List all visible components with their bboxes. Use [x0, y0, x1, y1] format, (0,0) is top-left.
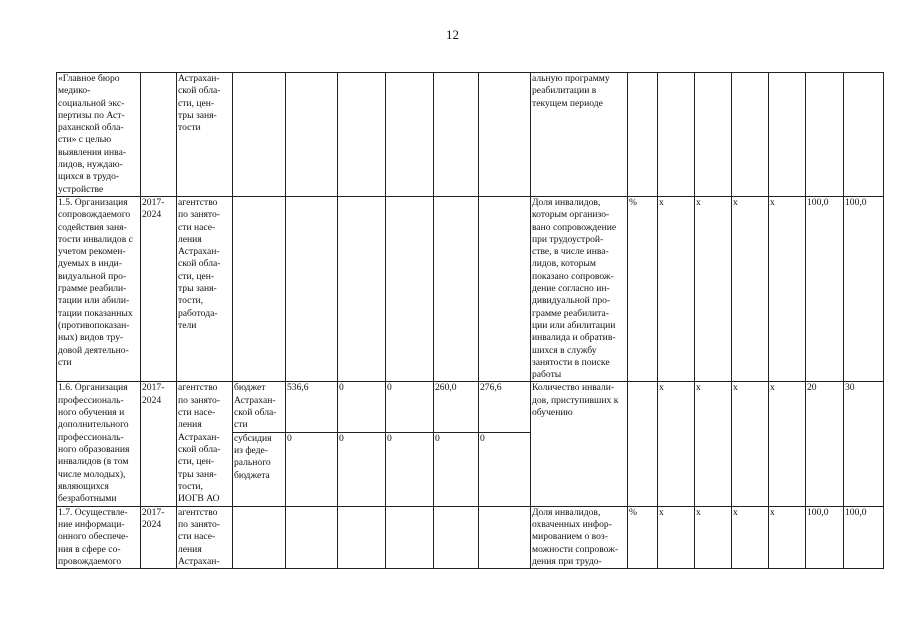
value-cell: 0 — [479, 432, 531, 506]
indicator-cell: альную программу реабилитации в текущем периоде — [531, 73, 628, 197]
program-table — [56, 72, 884, 569]
value-cell — [479, 73, 531, 197]
indicator-cell: Доля инвалидов, которым организо- вано сопровождение при трудоустрой- стве, в числе инва- лидов, которым показано сопровож- дение согласно ин- дивидуальной про- грамме реабилита- ции или абилитации инвалида и обратив- шихся в службу занятости в поиске работы — [531, 197, 628, 382]
period-cell — [141, 73, 177, 197]
year-cell: x — [658, 382, 695, 506]
year-cell — [769, 73, 806, 197]
unit-cell — [628, 382, 658, 506]
indicator-cell: Доля инвалидов, охваченных инфор- мированием о воз- можности сопровож- дения при трудо- — [531, 506, 628, 568]
value-cell — [479, 197, 531, 382]
year-cell: x — [695, 382, 732, 506]
year-cell: x — [769, 197, 806, 382]
value-cell: 536,6 — [286, 382, 338, 432]
year-cell: 100,0 — [806, 197, 844, 382]
executor-cell: агентство по занято- сти насе- ления Астрахан- — [177, 506, 233, 568]
year-cell: 100,0 — [806, 506, 844, 568]
source-cell: субсидия из феде- рального бюджета — [233, 432, 286, 506]
period-cell: 2017- 2024 — [141, 506, 177, 568]
table-row — [57, 506, 884, 568]
measure-cell: 1.5. Организация сопровождаемого содействия заня- тости инвалидов с учетом рекомен- дуемых в инди- видуальной про- грамме реабили- тации или абили- тации показанных (противопоказан- ных) видов тру- довой деятельно- сти — [57, 197, 141, 382]
year-cell: x — [695, 197, 732, 382]
year-cell — [806, 73, 844, 197]
year-cell: x — [658, 506, 695, 568]
page-number: 12 — [446, 27, 459, 42]
source-cell — [233, 73, 286, 197]
value-cell — [386, 197, 434, 382]
value-cell — [338, 197, 386, 382]
year-cell: x — [769, 382, 806, 506]
value-cell — [286, 197, 338, 382]
executor-cell: агентство по занято- сти насе- ления Астрахан- ской обла- сти, цен- тры заня- тости, ИОГВ АО — [177, 382, 233, 506]
executor-cell: агентство по занято- сти насе- ления Астрахан- ской обла- сти, цен- тры заня- тости, работода- тели — [177, 197, 233, 382]
year-cell: 100,0 — [844, 506, 884, 568]
executor-cell: Астрахан- ской обла- сти, цен- тры заня- тости — [177, 73, 233, 197]
unit-cell: % — [628, 197, 658, 382]
value-cell — [386, 73, 434, 197]
year-cell — [658, 73, 695, 197]
year-cell: x — [732, 382, 769, 506]
value-cell: 0 — [386, 432, 434, 506]
value-cell — [338, 73, 386, 197]
measure-cell: «Главное бюро медико- социальной экс- пертизы по Аст- раханской обла- сти» с целью выявления инва- лидов, нуждаю- щихся в трудо- устройстве — [57, 73, 141, 197]
table-row — [57, 73, 884, 197]
value-cell: 260,0 — [434, 382, 479, 432]
value-cell — [386, 506, 434, 568]
value-cell: 276,6 — [479, 382, 531, 432]
measure-cell: 1.7. Осуществле- ние информаци- онного обеспече- ния в сфере со- провождаемого — [57, 506, 141, 568]
value-cell: 0 — [338, 382, 386, 432]
table-row — [57, 382, 884, 432]
value-cell — [286, 73, 338, 197]
year-cell: x — [658, 197, 695, 382]
value-cell — [434, 73, 479, 197]
table-row — [57, 197, 884, 382]
period-cell: 2017- 2024 — [141, 382, 177, 506]
value-cell — [286, 506, 338, 568]
year-cell: 100,0 — [844, 197, 884, 382]
unit-cell: % — [628, 506, 658, 568]
year-cell — [695, 73, 732, 197]
source-cell: бюджет Астрахан- ской обла- сти — [233, 382, 286, 432]
year-cell — [844, 73, 884, 197]
year-cell: x — [695, 506, 732, 568]
year-cell: x — [732, 506, 769, 568]
value-cell: 0 — [434, 432, 479, 506]
value-cell — [338, 506, 386, 568]
measure-cell: 1.6. Организация профессиональ- ного обучения и дополнительного профессиональ- ного образования инвалидов (в том числе молодых), являющихся безработными — [57, 382, 141, 506]
value-cell — [434, 197, 479, 382]
unit-cell — [628, 73, 658, 197]
year-cell: x — [769, 506, 806, 568]
indicator-cell: Количество инвали- дов, приступивших к обучению — [531, 382, 628, 506]
source-cell — [233, 506, 286, 568]
value-cell: 0 — [386, 382, 434, 432]
year-cell: x — [732, 197, 769, 382]
period-cell: 2017- 2024 — [141, 197, 177, 382]
source-cell — [233, 197, 286, 382]
year-cell: 20 — [806, 382, 844, 506]
value-cell — [434, 506, 479, 568]
year-cell: 30 — [844, 382, 884, 506]
year-cell — [732, 73, 769, 197]
value-cell — [479, 506, 531, 568]
value-cell: 0 — [338, 432, 386, 506]
value-cell: 0 — [286, 432, 338, 506]
